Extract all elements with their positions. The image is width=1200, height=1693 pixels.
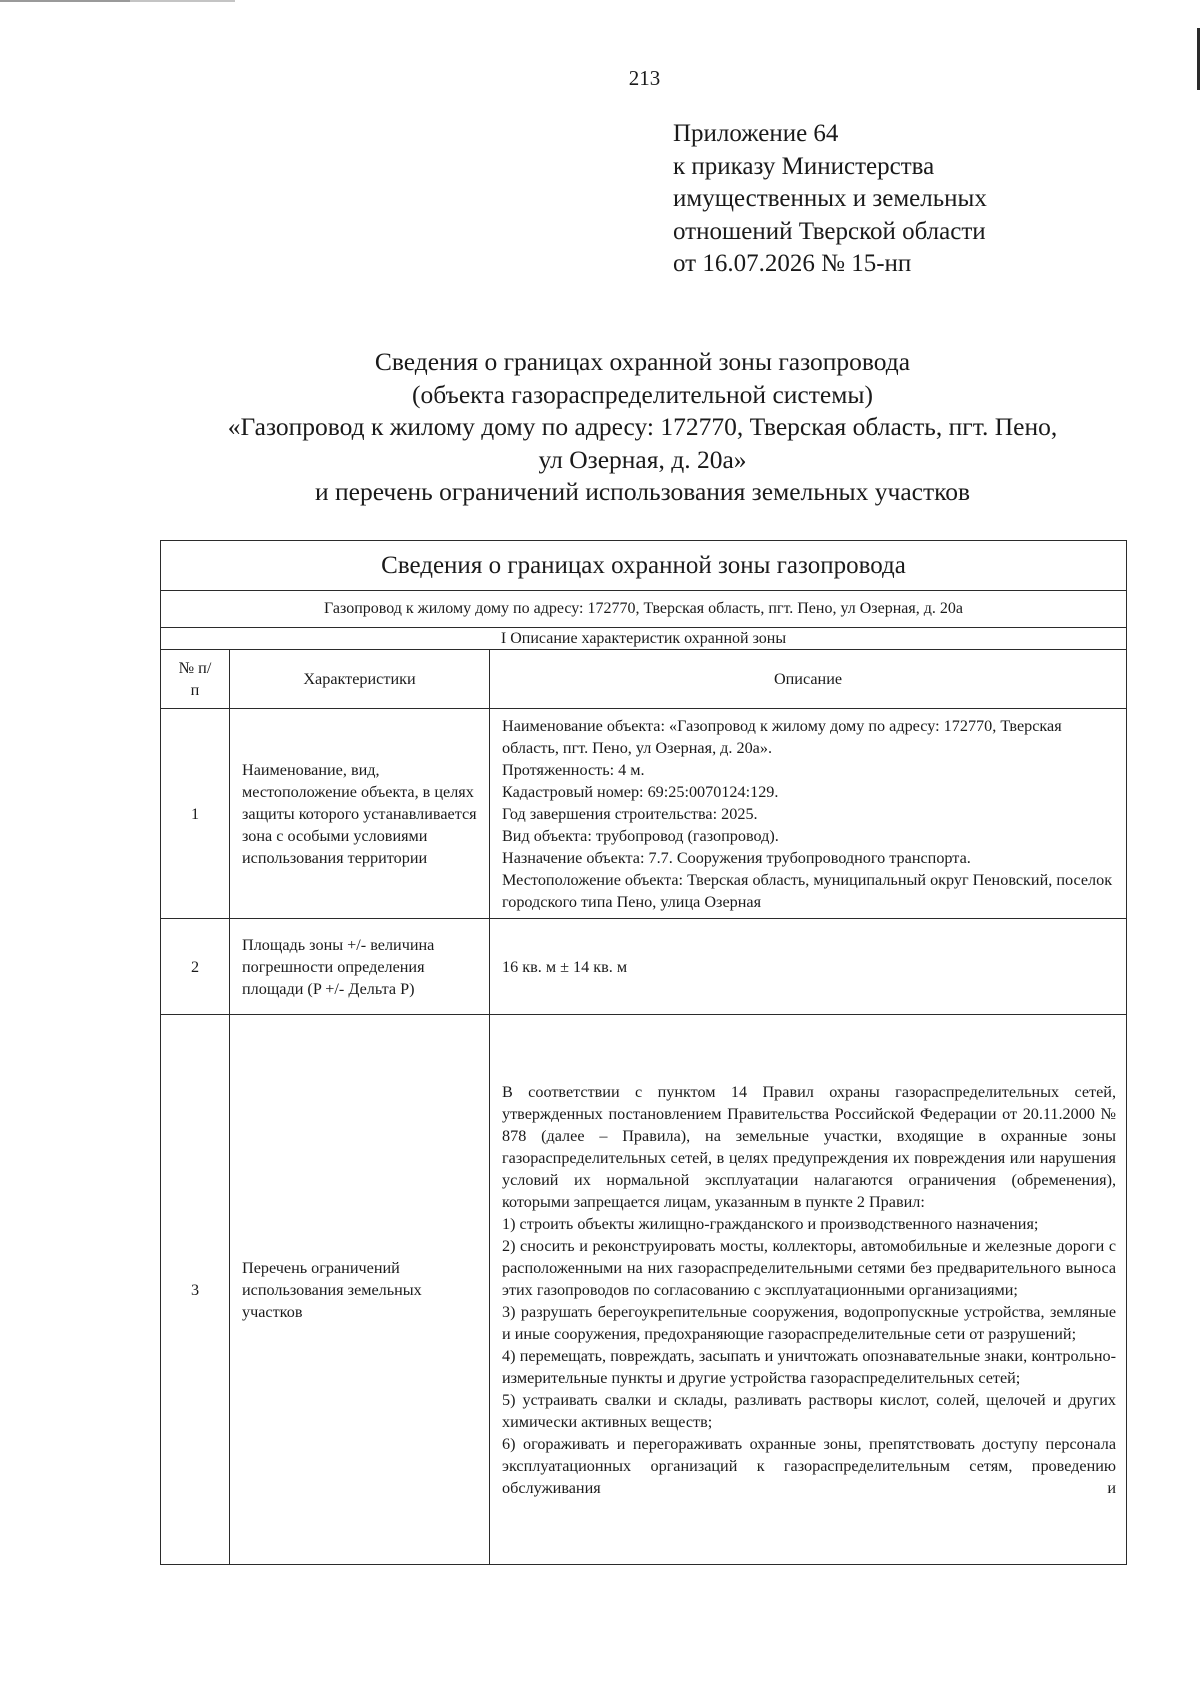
appendix-line: имущественных и земельных <box>673 185 987 212</box>
title-line: «Газопровод к жилому дому по адресу: 172770, Тверская область, пгт. Пено, <box>227 412 1058 441</box>
row-number: 1 <box>161 709 230 919</box>
appendix-line: к приказу Министерства <box>673 152 935 180</box>
row-description <box>490 709 1127 919</box>
row-number: 3 <box>161 1015 230 1565</box>
restriction-item: 5) устраивать свалки и склады, разливать растворы кислот, солей, щелочей и других химически активных веществ; <box>502 1390 1117 1431</box>
title-line: Сведения о границах охранной зоны газопровода <box>374 347 911 376</box>
description-line: Протяженность: 4 м. <box>502 760 645 779</box>
zone-info-table <box>160 540 1127 1565</box>
row-description: 16 кв. м ± 14 кв. м <box>490 919 1127 1015</box>
column-header-characteristics: Характеристики <box>230 650 490 709</box>
row-characteristic: Площадь зоны +/- величина погрешности определения площади (P +/- Дельта P) <box>230 919 490 1015</box>
document-title <box>160 346 1125 509</box>
description-line: Наименование объекта: «Газопровод к жилому дому по адресу: 172770, Тверская область, пгт. Пено, ул Озерная, д. 20а». <box>502 716 1062 757</box>
table-header: Сведения о границах охранной зоны газопровода <box>161 541 1127 591</box>
appendix-line: Приложение 64 <box>673 120 839 147</box>
description-line: Местоположение объекта: Тверская область, муниципальный округ Пеновский, поселок городского типа Пено, улица Озерная <box>502 870 1113 911</box>
column-header-num: № п/п <box>161 650 230 709</box>
row-number: 2 <box>161 919 230 1015</box>
column-header-description: Описание <box>490 650 1127 709</box>
appendix-line: от 16.07.2026 № 15-нп <box>673 250 912 277</box>
restriction-item: 4) перемещать, повреждать, засыпать и уничтожать опознавательные знаки, контрольно-измерительные пункты и другие устройства газораспределительных сетей; <box>502 1346 1117 1387</box>
row-characteristic: Наименование, вид, местоположение объекта, в целях защиты которого устанавливается зона с особыми условиями использования территории <box>230 709 490 919</box>
restriction-item: 3) разрушать берегоукрепительные сооружения, водопропускные устройства, земляные и иные сооружения, предохраняющие газораспределительные сети от разрушений; <box>502 1302 1117 1343</box>
row-description <box>490 1015 1127 1565</box>
page-number: 213 <box>628 66 661 90</box>
table-row <box>161 709 1127 919</box>
appendix-line: отношений Тверской области <box>673 217 986 245</box>
title-line: (объекта газораспределительной системы) <box>412 379 873 409</box>
scan-edge-mark <box>130 0 235 2</box>
description-line: Год завершения строительства: 2025. <box>502 804 758 823</box>
title-line: и перечень ограничений использования земельных участков <box>314 477 971 506</box>
title-line: ул Озерная, д. 20а» <box>538 444 747 474</box>
table-row <box>161 1015 1127 1565</box>
restriction-item: 1) строить объекты жилищно-гражданского и производственного назначения; <box>502 1214 1039 1233</box>
object-name-row: Газопровод к жилому дому по адресу: 172770, Тверская область, пгт. Пено, ул Озерная, д. 20а <box>161 591 1127 628</box>
table-row <box>161 919 1127 1015</box>
section-heading: I Описание характеристик охранной зоны <box>161 628 1127 650</box>
column-headers <box>161 650 1127 709</box>
restriction-item: 2) сносить и реконструировать мосты, коллекторы, автомобильные и железные дороги с расположенными на них газораспределительными сетями без предварительного выноса этих газопроводов по согласованию с эксплуатационными организациями; <box>502 1236 1117 1299</box>
restriction-item: 6) огораживать и перегораживать охранные зоны, препятствовать доступу персонала эксплуатационных организаций к газораспределительным сетям, проведению обслуживания и <box>502 1434 1117 1497</box>
row-characteristic: Перечень ограничений использования земельных участков <box>230 1015 490 1565</box>
description-line: Кадастровый номер: 69:25:0070124:129. <box>502 782 779 801</box>
restrictions-intro: В соответствии с пунктом 14 Правил охраны газораспределительных сетей, утвержденных постановлением Правительства Российской Федерации от 20.11.2000 № 878 (далее – Правила), на земельные участки, входящие в охранные зоны газораспределительных сетей, в целях предупреждения их повреждения или нарушения условий их нормальной эксплуатации налагаются ограничения (обременения), которыми запрещается лицам, указанным в пункте 2 Правил: <box>502 1082 1117 1211</box>
appendix-note <box>673 118 987 281</box>
description-line: Назначение объекта: 7.7. Сооружения трубопроводного транспорта. <box>502 848 971 867</box>
description-line: Вид объекта: трубопровод (газопровод). <box>502 826 779 845</box>
